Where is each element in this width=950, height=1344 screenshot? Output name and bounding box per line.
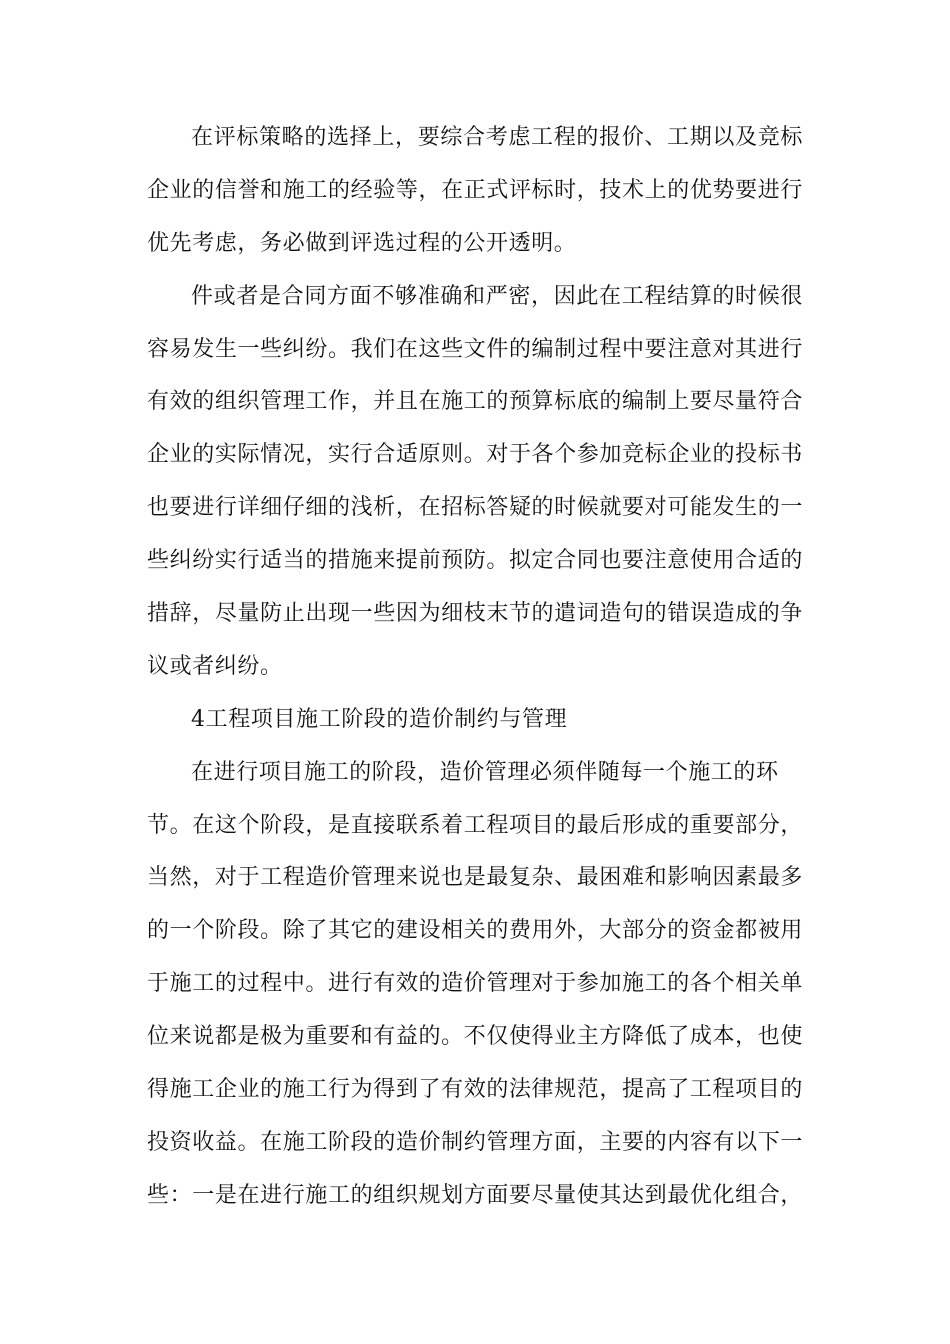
paragraph-line: 些纠纷实行适当的措施来提前预防。拟定合同也要注意使用合适的 (147, 548, 803, 574)
paragraph-line: 节。在这个阶段，是直接联系着工程项目的最后形成的重要部分， (147, 812, 803, 838)
section-title: 4工程项目施工阶段的造价制约与管理 (191, 706, 568, 732)
paragraph-line: 当然，对于工程造价管理来说也是最复杂、最困难和影响因素最多 (147, 865, 803, 891)
paragraph-line: 也要进行详细仔细的浅析，在招标答疑的时候就要对可能发生的一 (147, 495, 803, 521)
paragraph-line: 优先考虑，务必做到评选过程的公开透明。 (147, 230, 577, 256)
paragraph-construction-stage (147, 747, 803, 1223)
paragraph-line: 在进行项目施工的阶段，造价管理必须伴随每一个施工的环 (191, 759, 779, 785)
paragraph-line: 投资收益。在施工阶段的造价制约管理方面，主要的内容有以下一 (147, 1129, 803, 1155)
paragraph-line: 得施工企业的施工行为得到了有效的法律规范，提高了工程项目的 (147, 1077, 803, 1103)
paragraph-line: 容易发生一些纠纷。我们在这些文件的编制过程中要注意对其进行 (147, 336, 803, 362)
paragraph-line: 的一个阶段。除了其它的建设相关的费用外，大部分的资金都被用 (147, 918, 803, 944)
paragraph-line: 在评标策略的选择上，要综合考虑工程的报价、工期以及竞标 (191, 125, 803, 150)
section-heading (147, 694, 803, 747)
paragraph-contract-disputes (147, 271, 803, 694)
document-page (147, 112, 803, 1223)
paragraph-line: 有效的组织管理工作，并且在施工的预算标底的编制上要尽量符合 (147, 389, 803, 415)
paragraph-line: 于施工的过程中。进行有效的造价管理对于参加施工的各个相关单 (147, 971, 803, 997)
paragraph-line: 企业的实际情况，实行合适原则。对于各个参加竞标企业的投标书 (147, 442, 803, 468)
paragraph-line: 企业的信誉和施工的经验等，在正式评标时，技术上的优势要进行 (147, 177, 803, 203)
paragraph-line: 件或者是合同方面不够准确和严密，因此在工程结算的时候很 (191, 283, 803, 309)
paragraph-line: 些：一是在进行施工的组织规划方面要尽量使其达到最优化组合， (147, 1182, 803, 1208)
paragraph-bid-evaluation (147, 112, 803, 271)
paragraph-line: 措辞，尽量防止出现一些因为细枝末节的遣词造句的错误造成的争 (147, 601, 803, 627)
paragraph-line: 议或者纠纷。 (147, 653, 283, 679)
paragraph-line: 位来说都是极为重要和有益的。不仅使得业主方降低了成本，也使 (147, 1024, 803, 1050)
